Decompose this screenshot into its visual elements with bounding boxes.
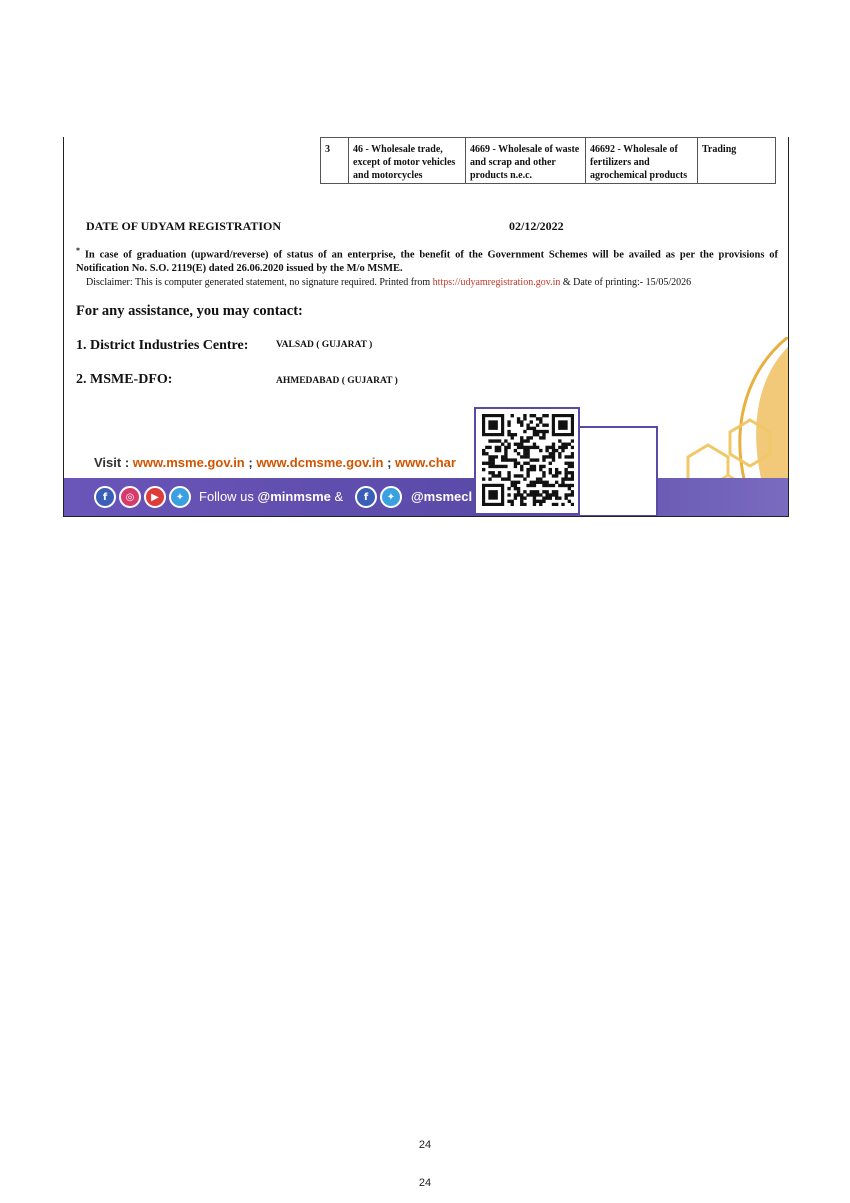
msmecl-handle[interactable]: @msmecl [411,489,473,504]
nic-code-table [320,137,776,184]
dic-value: VALSAD ( GUJARAT ) [276,340,373,350]
separator: ; [383,455,396,470]
qr-code [474,407,580,515]
graduation-note [76,244,778,275]
champions-site-link[interactable]: www.char [395,455,456,470]
youtube-icon[interactable]: ▶ [144,486,166,508]
nic-4-digit-cell: 4669 - Wholesale of waste and scrap and other products n.e.c. [466,138,586,184]
dic-label: 1. District Industries Centre: [76,338,249,353]
msme-dfo-label: 2. MSME-DFO: [76,372,173,387]
udyam-certificate-page [63,137,789,517]
social-follow-band [64,478,789,517]
page-number: 24 [418,1139,432,1151]
registration-date-value: 02/12/2022 [509,219,564,233]
facebook-icon[interactable]: f [355,486,377,508]
instagram-icon[interactable]: ◎ [119,486,141,508]
note-asterisk: * [76,246,80,255]
follow-prefix: Follow us [199,489,258,504]
qr-side-panel [580,426,658,517]
visit-websites [94,455,456,470]
msme-dfo-value: AHMEDABAD ( GUJARAT ) [276,376,398,386]
separator: ; [244,455,257,470]
registration-date-label: DATE OF UDYAM REGISTRATION [86,219,282,233]
facebook-icon[interactable]: f [94,486,116,508]
qr-code-image [482,414,574,506]
disclaimer [86,277,786,288]
visit-label: Visit : [94,455,133,470]
note-text: In case of graduation (upward/reverse) of status of an enterprise, the benefit of the Government Schemes will be availed as per the provisions of Notification No. S.O. 2119(E) dated 26.06.2020 issued by the M/o MSME. [76,249,779,274]
assistance-heading: For any assistance, you may contact: [76,303,303,319]
activity-cell: Trading [698,138,776,184]
follow-us-text [199,489,343,504]
twitter-icon[interactable]: ✦ [380,486,402,508]
disclaimer-suffix: & Date of printing:- 15/05/2026 [560,277,692,288]
table-row [321,138,776,184]
twitter-icon[interactable]: ✦ [169,486,191,508]
follow-amp: & [330,489,344,504]
udyam-registration-link[interactable]: https://udyamregistration.gov.in [432,277,561,288]
nic-sno-cell: 3 [321,138,349,184]
dcmsme-site-link[interactable]: www.dcmsme.gov.in [256,455,384,470]
minmsme-handle[interactable]: @minmsme [257,489,331,504]
disclaimer-prefix: Disclaimer: This is computer generated statement, no signature required. Printed from [86,277,433,288]
nic-5-digit-cell: 46692 - Wholesale of fertilizers and agrochemical products [586,138,698,184]
nic-2-digit-cell: 46 - Wholesale trade, except of motor vehicles and motorcycles [349,138,466,184]
msme-site-link[interactable]: www.msme.gov.in [132,455,245,470]
page-number: 24 [418,1177,432,1189]
